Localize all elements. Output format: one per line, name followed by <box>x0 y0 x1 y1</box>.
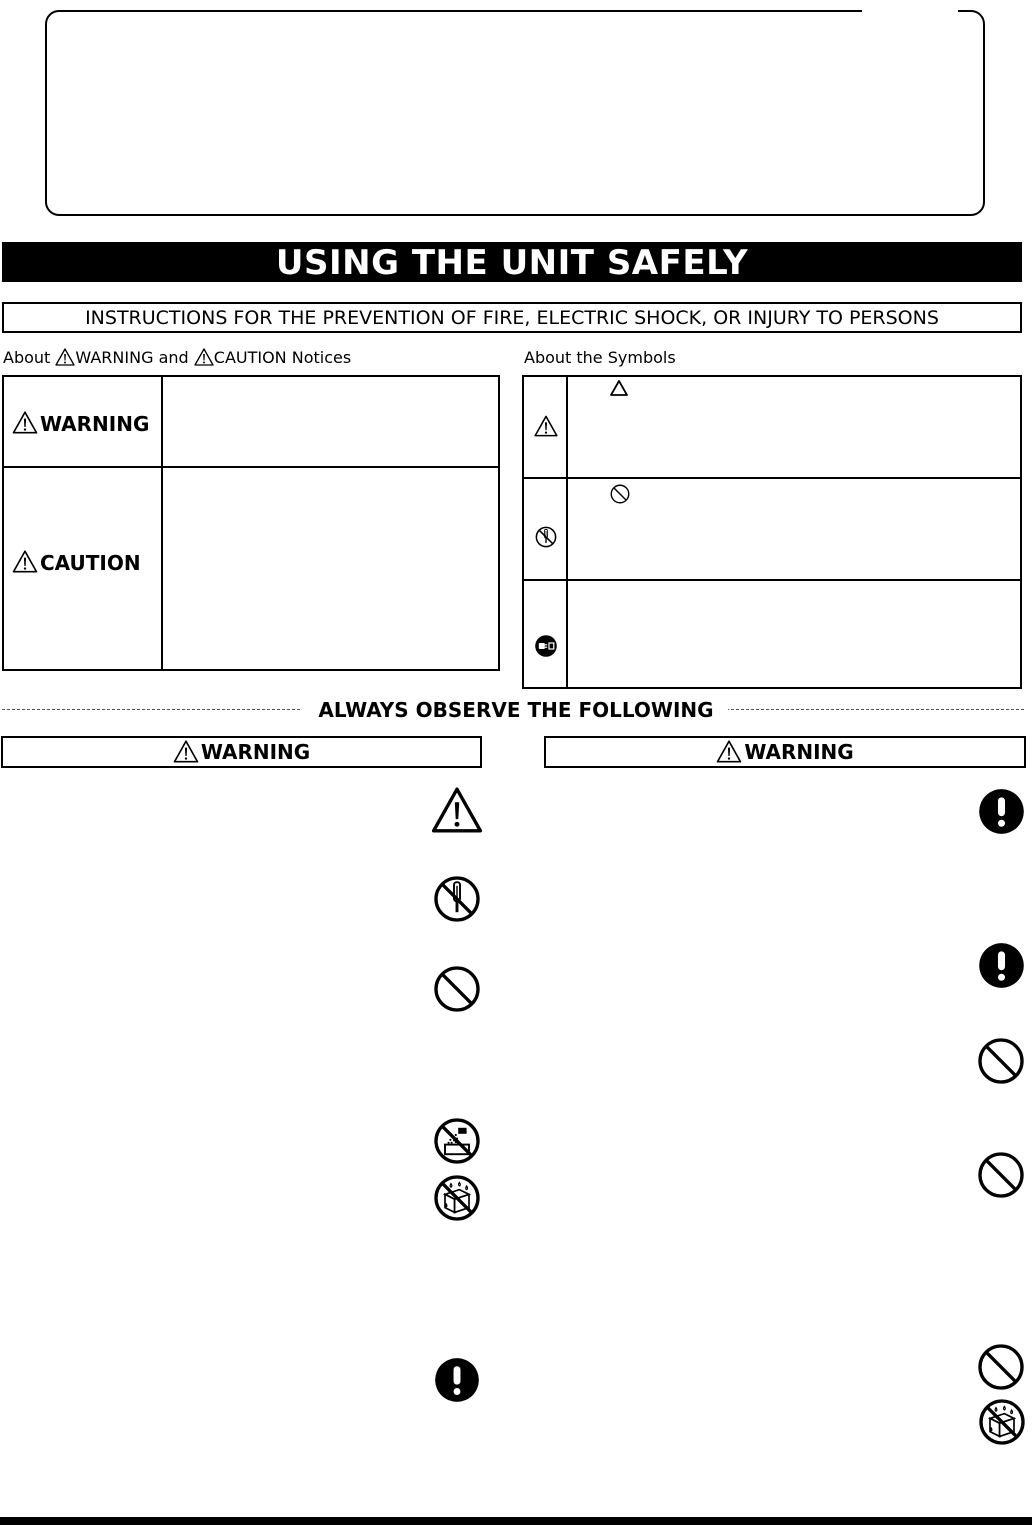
notices-heading-caution: CAUTION Notices <box>213 348 352 367</box>
warning-label <box>12 411 149 436</box>
blank-notice-box <box>45 10 985 216</box>
warning-label-text: WARNING <box>40 412 150 436</box>
caution-label-text: CAUTION <box>40 551 141 575</box>
left-warning-header-text: WARNING <box>200 740 311 764</box>
symbols-heading: About the Symbols <box>524 348 676 367</box>
notices-table-divider <box>161 375 163 671</box>
warning-triangle-icon <box>534 415 558 437</box>
caution-label <box>12 550 141 575</box>
notices-table-row-divider <box>2 466 500 468</box>
notices-heading-and: and <box>158 348 189 367</box>
warning-triangle-icon <box>194 348 214 366</box>
left-warning-header <box>1 736 482 768</box>
prohibited-icon <box>977 1151 1025 1199</box>
notices-heading-warning: WARNING <box>75 348 154 367</box>
right-warning-header-text: WARNING <box>744 740 854 764</box>
warning-triangle-icon <box>716 740 742 763</box>
notices-heading-prefix: About <box>3 348 51 367</box>
warning-triangle-icon <box>12 411 38 434</box>
no-liquid-container-icon <box>978 1398 1026 1446</box>
prohibited-icon <box>610 484 630 504</box>
symbols-table-row-divider <box>522 579 1022 581</box>
notices-heading <box>3 347 351 369</box>
mandatory-exclamation-icon <box>978 942 1025 989</box>
warning-triangle-icon <box>431 786 483 834</box>
no-disassembly-icon <box>433 875 481 923</box>
warning-triangle-icon <box>12 550 38 573</box>
symbols-table-row-divider <box>522 477 1022 479</box>
no-disassembly-icon <box>535 526 557 548</box>
right-warning-header <box>544 736 1026 768</box>
warning-triangle-icon <box>173 740 199 763</box>
prohibited-icon <box>433 965 481 1013</box>
no-liquid-container-icon <box>433 1174 481 1222</box>
mandatory-exclamation-icon <box>434 1357 480 1403</box>
prohibited-icon <box>977 1343 1025 1391</box>
no-water-spray-icon <box>433 1117 481 1165</box>
bottom-rule <box>0 1517 1032 1525</box>
box-border-gap <box>862 6 958 14</box>
observe-heading <box>0 698 1032 722</box>
observe-heading-text: ALWAYS OBSERVE THE FOLLOWING <box>304 698 727 722</box>
triangle-symbol-icon <box>609 379 629 397</box>
prohibited-icon <box>977 1037 1025 1085</box>
mandatory-exclamation-icon <box>978 788 1025 835</box>
page-title: USING THE UNIT SAFELY <box>2 242 1022 282</box>
symbols-table <box>522 375 1022 689</box>
warning-triangle-icon <box>55 348 75 366</box>
symbols-table-divider <box>566 375 568 689</box>
instructions-heading: INSTRUCTIONS FOR THE PREVENTION OF FIRE, ELECTRIC SHOCK, OR INJURY TO PERSONS <box>2 302 1022 333</box>
unplug-icon <box>534 634 558 658</box>
